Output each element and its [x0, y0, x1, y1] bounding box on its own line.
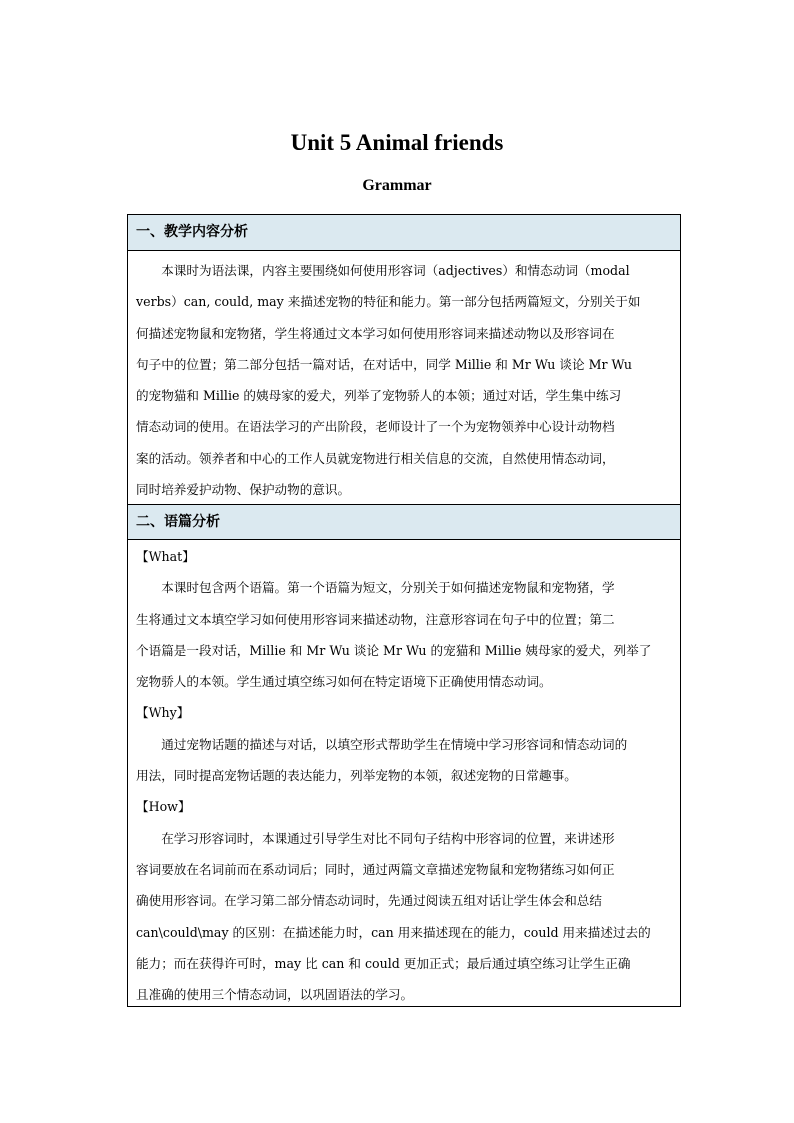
- text-line: 句子中的位置；第二部分包括一篇对话，在对话中，同学 Millie 和 Mr Wu 谈论 Mr Wu: [136, 356, 633, 372]
- text-line: 同时培养爱护动物、保护动物的意识。: [136, 482, 351, 498]
- text-line: 个语篇是一段对话，Millie 和 Mr Wu 谈论 Mr Wu 的宠猫和 Millie 姨母家的爱犬，列举了: [136, 642, 652, 658]
- text-line: 在学习形容词时，本课通过引导学生对比不同句子结构中形容词的位置，来讲述形: [161, 830, 615, 846]
- section-heading-content-analysis: 一、教学内容分析: [128, 215, 680, 251]
- how-label: 【How】: [136, 799, 191, 815]
- what-label: 【What】: [136, 549, 195, 564]
- text-line: 的宠物猫和 Millie 的姨母家的爱犬，列举了宠物骄人的本领；通过对话，学生集中练习: [136, 388, 622, 404]
- content-analysis-body: [136, 255, 670, 505]
- section-heading-discourse-analysis: 二、语篇分析: [128, 504, 680, 540]
- text-line: 且准确的使用三个情态动词，以巩固语法的学习。: [136, 987, 414, 1003]
- text-line: 通过宠物话题的描述与对话，以填空形式帮助学生在情境中学习形容词和情态动词的: [161, 736, 628, 752]
- text-line: 容词要放在名词前而在系动词后；同时，通过两篇文章描述宠物鼠和宠物猪练习如何正: [136, 861, 615, 877]
- text-line: 能力；而在获得许可时，may 比 can 和 could 更加正式；最后通过填空练习让学生正确: [136, 955, 631, 971]
- text-line: 案的活动。领养者和中心的工作人员就宠物进行相关信息的交流，自然使用情态动词，: [136, 450, 615, 466]
- document-subtitle: Grammar: [362, 177, 432, 194]
- text-line: can\could\may 的区别：在描述能力时，can 用来描述现在的能力，could 用来描述过去的: [136, 924, 651, 940]
- content-analysis-paragraph: [136, 255, 670, 505]
- why-paragraph: [136, 729, 670, 792]
- text-line: 情态动词的使用。在语法学习的产出阶段，老师设计了一个为宠物领养中心设计动物档: [136, 419, 615, 435]
- lesson-analysis-table: [127, 214, 681, 1007]
- text-line: 本课时包含两个语篇。第一个语篇为短文，分别关于如何描述宠物鼠和宠物猪，学: [161, 580, 615, 596]
- why-label: 【Why】: [136, 705, 190, 721]
- text-line: 生将通过文本填空学习如何使用形容词来描述动物，注意形容词在句子中的位置；第二: [136, 611, 615, 627]
- text-line: 本课时为语法课，内容主要围绕如何使用形容词（adjectives）和情态动词（modal: [161, 263, 630, 278]
- text-line: 确使用形容词。在学习第二部分情态动词时，先通过阅读五组对话让学生体会和总结: [136, 893, 602, 909]
- how-paragraph: [136, 823, 670, 1011]
- document-title: Unit 5 Animal friends: [290, 130, 504, 155]
- text-line: 宠物骄人的本领。学生通过填空练习如何在特定语境下正确使用情态动词。: [136, 674, 552, 690]
- discourse-analysis-body: [136, 541, 670, 1010]
- text-line: 用法，同时提高宠物话题的表达能力，列举宠物的本领，叙述宠物的日常趣事。: [136, 768, 577, 784]
- what-paragraph: [136, 572, 670, 697]
- text-line: 何描述宠物鼠和宠物猪，学生将通过文本学习如何使用形容词来描述动物以及形容词在: [136, 325, 615, 341]
- text-line: verbs）can, could, may 来描述宠物的特征和能力。第一部分包括两篇短文，分别关于如: [136, 294, 641, 310]
